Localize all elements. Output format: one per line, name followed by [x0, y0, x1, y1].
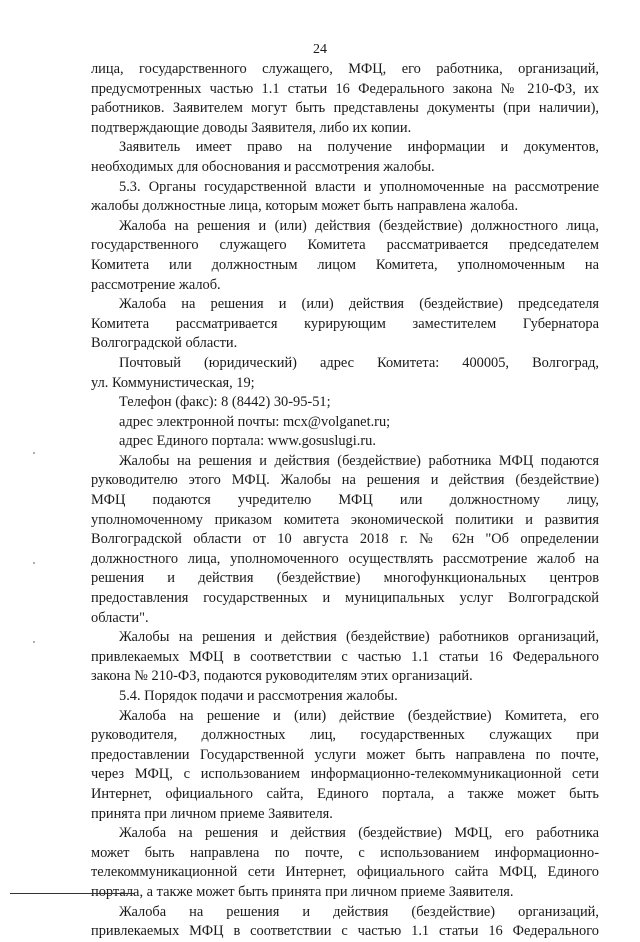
text-line: телекоммуникационной сети Интернет, официального сайта МФЦ, Единого	[91, 864, 599, 881]
paragraph	[91, 707, 599, 825]
text-line: необходимых для обоснования и рассмотрения жалобы.	[91, 158, 435, 175]
paragraph	[91, 687, 599, 707]
paragraph	[91, 217, 599, 295]
text-line: адрес Единого портала: www.gosuslugi.ru.	[119, 433, 376, 450]
text-line: может быть направлена по почте, с использованием информационно-	[91, 844, 599, 861]
paragraph	[91, 413, 599, 433]
paragraph	[91, 903, 599, 942]
text-line: принята при личном приеме Заявителя.	[91, 805, 333, 822]
text-line: жалобы должностные лица, которым может быть направлена жалоба.	[91, 198, 519, 215]
text-line: привлекаемых МФЦ в соответствии с частью 1.1 статьи 16 Федерального	[91, 648, 599, 665]
text-line: Волгоградской области.	[91, 335, 238, 352]
text-line: Почтовый (юридический) адрес Комитета: 400005, Волгоград,	[119, 354, 599, 371]
text-line: МФЦ подаются учредителю МФЦ или должностному лицу,	[91, 492, 599, 509]
text-line: Комитета рассматривается курирующим заместителем Губернатора	[91, 315, 599, 332]
paragraph	[91, 295, 599, 354]
text-line: предоставлении Государственной услуги может быть направлена по почте,	[91, 746, 599, 763]
text-line: руководителю этого МФЦ. Жалобы на решения и действия (бездействие)	[91, 472, 599, 489]
page-number: 24	[313, 42, 327, 57]
text-line: Жалоба на решения и действия (бездействие) МФЦ, его работника	[119, 825, 599, 842]
paragraph	[91, 393, 599, 413]
paragraph	[91, 178, 599, 217]
text-line: Жалоба на решение и (или) действие (бездействие) Комитета, его	[119, 707, 599, 724]
text-line: через МФЦ, с использованием информационно-телекоммуникационной сети	[91, 766, 599, 783]
text-line: подтверждающие доводы Заявителя, либо их копии.	[91, 119, 412, 136]
page-body	[91, 60, 599, 942]
footnote-rule	[10, 893, 135, 894]
scan-artifact	[33, 641, 35, 643]
paragraph	[91, 60, 599, 138]
text-line: Интернет, официального сайта, Единого портала, а также может быть	[91, 785, 599, 802]
text-line: рассмотрение жалоб.	[91, 276, 221, 293]
text-line: уполномоченному приказом комитета экономической политики и развития	[91, 511, 599, 528]
text-line: портала, а также может быть принята при личном приеме Заявителя.	[91, 883, 514, 900]
text-line: Жалобы на решения и действия (бездействие) работника МФЦ подаются	[119, 452, 599, 469]
paragraph	[91, 452, 599, 628]
paragraph	[91, 628, 599, 687]
text-line: должностного лица, уполномоченного осуществлять рассмотрение жалоб на	[91, 550, 599, 567]
paragraph	[91, 138, 599, 177]
text-line: 5.3. Органы государственной власти и уполномоченные на рассмотрение	[119, 178, 599, 195]
text-line: Телефон (факс): 8 (8442) 30-95-51;	[119, 394, 331, 411]
text-line: Волгоградской области от 10 августа 2018 г. № 62н "Об определении	[91, 531, 599, 548]
text-line: Жалоба на решения и действия (бездействие) организаций,	[119, 903, 599, 920]
text-line: привлекаемых МФЦ в соответствии с частью 1.1 статьи 16 Федерального	[91, 923, 599, 940]
text-line: лица, государственного служащего, МФЦ, его работника, организаций,	[91, 61, 599, 77]
text-line: Жалоба на решения и (или) действия (бездействие) должностного лица,	[119, 217, 599, 234]
text-line: руководителя, должностных лиц, государственных служащих при	[91, 727, 599, 744]
text-line: работников. Заявителем могут быть представлены документы (при наличии),	[91, 100, 599, 117]
text-line: адрес электронной почты: mcx@volganet.ru;	[119, 413, 391, 430]
text-line: предусмотренных частью 1.1 статьи 16 Федерального закона № 210-ФЗ, их	[91, 80, 599, 97]
scan-artifact	[33, 562, 35, 564]
text-line: ул. Коммунистическая, 19;	[91, 374, 255, 391]
text-line: Комитета или должностным лицом Комитета, уполномоченным на	[91, 256, 599, 273]
paragraph	[91, 432, 599, 452]
text-line: государственного служащего Комитета рассматривается председателем	[91, 237, 599, 254]
paragraph	[91, 354, 599, 393]
text-line: предоставления государственных и муниципальных услуг Волгоградской	[91, 590, 599, 607]
text-line: Заявитель имеет право на получение информации и документов,	[119, 139, 599, 156]
scan-artifact	[33, 452, 35, 454]
text-line: 5.4. Порядок подачи и рассмотрения жалобы.	[119, 688, 398, 704]
paragraph	[91, 824, 599, 902]
text-line: области".	[91, 609, 149, 626]
text-line: решения и действия (бездействие) многофункциональных центров	[91, 570, 599, 587]
text-line: закона № 210-ФЗ, подаются руководителям этих организаций.	[91, 668, 473, 685]
text-line: Жалоба на решения и (или) действия (бездействие) председателя	[119, 296, 599, 313]
text-line: Жалобы на решения и действия (бездействие) работников организаций,	[119, 629, 599, 646]
